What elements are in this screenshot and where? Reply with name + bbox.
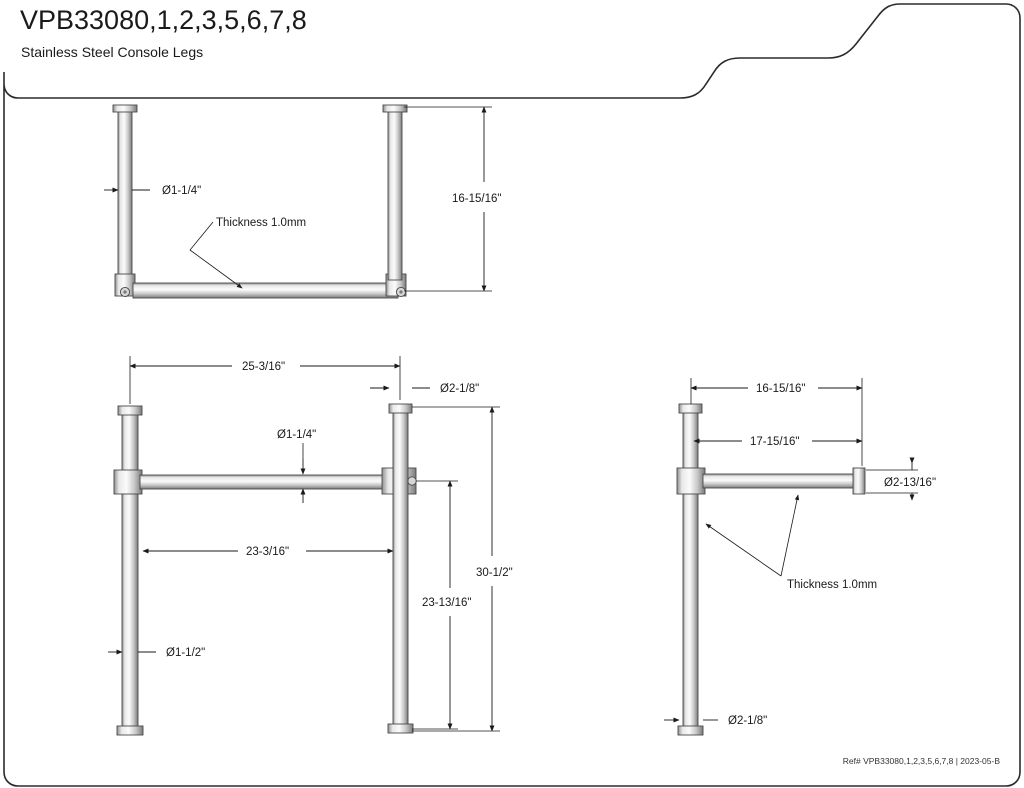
top-height-label: 16-15/16": [452, 193, 502, 205]
front-height-rail-label: 23-13/16": [422, 597, 472, 609]
top-view: [104, 105, 501, 298]
front-view: [108, 356, 513, 735]
side-view: [664, 378, 936, 735]
front-width-top-label: 25-3/16": [242, 361, 286, 373]
side-dia-rail-end-label: Ø2-13/16": [884, 477, 937, 489]
top-thickness-label: Thickness 1.0mm: [216, 217, 307, 229]
page-subtitle: Stainless Steel Console Legs: [21, 44, 204, 60]
page-title: VPB33080,1,2,3,5,6,7,8: [20, 5, 307, 35]
reference-line: Ref# VPB33080,1,2,3,5,6,7,8 | 2023-05-B: [842, 756, 1000, 766]
front-dia-rail-label: Ø1-1/4": [277, 429, 317, 441]
side-depth-top-label: 16-15/16": [756, 383, 806, 395]
front-height-total-label: 30-1/2": [476, 567, 513, 579]
top-dia-tube-label: Ø1-1/4": [162, 185, 202, 197]
side-dia-foot-label: Ø2-1/8": [728, 715, 768, 727]
side-thickness-label: Thickness 1.0mm: [787, 579, 878, 591]
front-dia-foot-label: Ø2-1/8": [440, 383, 480, 395]
front-dia-leg-label: Ø1-1/2": [166, 647, 206, 659]
front-width-inner-label: 23-3/16": [246, 546, 290, 558]
side-depth-rail-label: 17-15/16": [750, 436, 800, 448]
